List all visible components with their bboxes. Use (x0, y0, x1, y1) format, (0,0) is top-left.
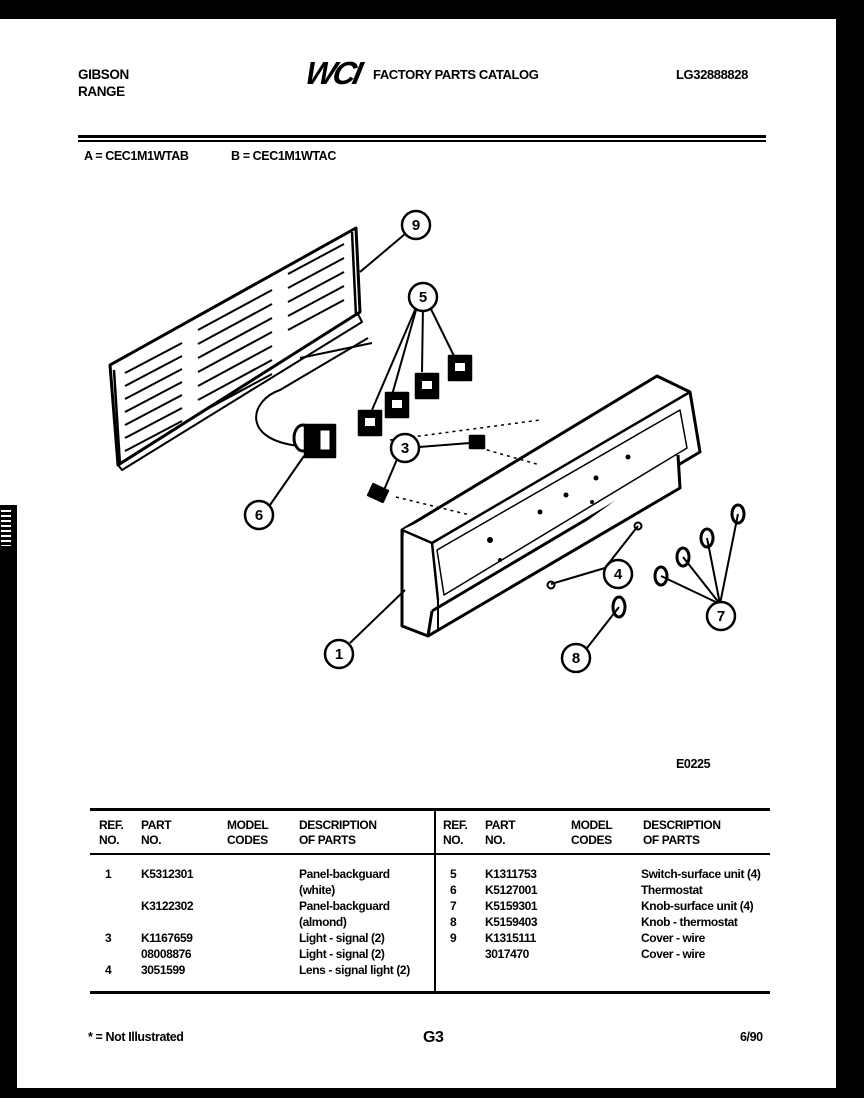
side-marker (1, 510, 11, 546)
svg-text:8: 8 (571, 650, 581, 667)
surface-switches (359, 356, 471, 435)
catalog-title: FACTORY PARTS CATALOG (373, 67, 539, 82)
header-rule (78, 135, 766, 138)
svg-text:4: 4 (613, 566, 623, 583)
scan-border-right (836, 0, 864, 1098)
desc-col-right: Switch-surface unit (4) Thermostat Knob-surface unit (4) Knob - thermostat Cover - wire Cover - wire (641, 867, 761, 961)
ref-col-left: 1 3 4 (105, 867, 112, 977)
svg-text:1: 1 (334, 646, 344, 663)
product-type: RANGE (78, 84, 125, 99)
table-top-rule (90, 808, 770, 811)
ref-col-right: 5 6 7 8 9 (450, 867, 457, 945)
scan-border-bottom (0, 1088, 864, 1098)
header-desc: DESCRIPTION OF PARTS (643, 818, 721, 847)
catalog-code: LG32888828 (676, 67, 748, 82)
header-model: MODEL CODES (571, 818, 613, 847)
table-header-rule (90, 853, 770, 855)
panel-backguard-part (402, 376, 700, 636)
brand-block (78, 66, 129, 100)
thermostat-part (294, 425, 335, 457)
scan-border-top (0, 0, 864, 19)
figure-code: E0225 (676, 757, 711, 771)
model-b: B = CEC1M1WTAC (231, 149, 336, 163)
header-desc: DESCRIPTION OF PARTS (299, 818, 377, 847)
header-ref: REF. NO. (443, 818, 468, 847)
header-ref: REF. NO. (99, 818, 124, 847)
svg-text:3: 3 (400, 440, 410, 457)
table-bottom-rule (90, 991, 770, 994)
svg-text:6: 6 (254, 507, 264, 524)
exploded-parts-diagram (90, 190, 790, 810)
brand-name: GIBSON (78, 67, 129, 82)
header-part: PART NO. (141, 818, 172, 847)
wci-logo: WCI (302, 55, 364, 91)
desc-col-left: Panel-backguard (white) Panel-backguard (almond) Light - signal (2) Light - signal (2) Lens - signal light (2) (299, 867, 410, 977)
header-rule-secondary (78, 140, 766, 142)
part-col-left: K5312301 K3122302 K1167659 08008876 3051599 (141, 867, 194, 977)
page-number: G3 (423, 1029, 444, 1046)
svg-text:5: 5 (418, 289, 428, 306)
knobs (613, 505, 744, 617)
header-model: MODEL CODES (227, 818, 269, 847)
svg-text:7: 7 (716, 608, 726, 625)
header-part: PART NO. (485, 818, 516, 847)
not-illustrated-note: * = Not Illustrated (88, 1030, 184, 1044)
revision-date: 6/90 (740, 1030, 763, 1044)
table-column-divider (434, 808, 436, 994)
svg-text:9: 9 (411, 217, 421, 234)
part-col-right: K1311753 K5127001 K5159301 K5159403 K1315111 3017470 (485, 867, 538, 961)
model-a: A = CEC1M1WTAB (84, 149, 189, 163)
scan-border-left (0, 505, 17, 1098)
